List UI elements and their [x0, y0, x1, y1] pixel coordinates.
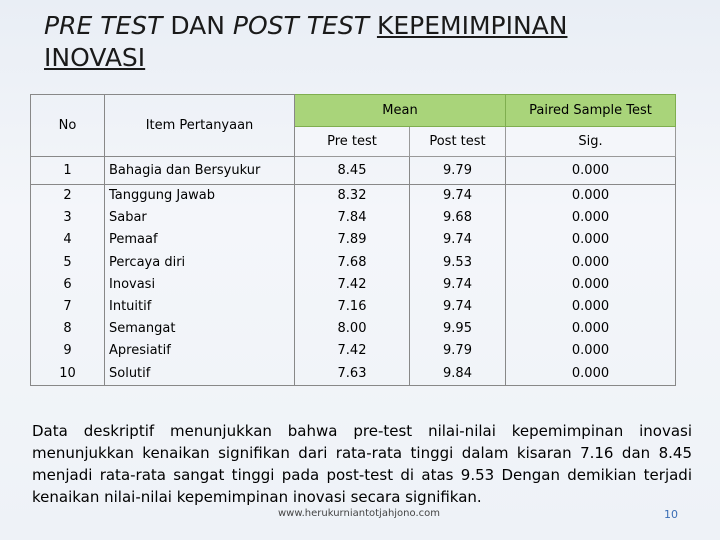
col-no	[31, 185, 105, 386]
cell-item: Tanggung Jawab	[109, 188, 216, 203]
row-sig: 0.000	[506, 157, 676, 185]
cell-no: 10	[59, 365, 76, 381]
header-no: No	[31, 95, 105, 157]
cell-pre: 7.42	[337, 343, 367, 359]
cell-no: 5	[63, 254, 72, 270]
cell-sig: 0.000	[571, 321, 610, 337]
cell-sig: 0.000	[571, 254, 610, 270]
results-table	[30, 94, 676, 386]
col-sig	[506, 185, 676, 386]
cell-no: 8	[63, 321, 72, 337]
footer-url[interactable]: www.herukurniantotjahjono.com	[278, 508, 440, 519]
table-row-group	[31, 185, 676, 386]
col-item	[105, 185, 295, 386]
cell-post: 9.79	[443, 343, 472, 359]
title-space	[369, 11, 377, 40]
cell-item: Apresiatif	[109, 343, 171, 359]
cell-item: Inovasi	[109, 276, 156, 292]
cell-item: Sabar	[109, 210, 147, 226]
cell-item: Solutif	[109, 365, 151, 381]
cell-post: 9.74	[443, 298, 472, 314]
cell-post: 9.68	[443, 210, 472, 226]
cell-no: 9	[63, 343, 72, 359]
cell-sig: 0.000	[571, 276, 610, 292]
cell-sig: 0.000	[571, 232, 610, 248]
cell-sig: 0.000	[571, 298, 610, 314]
description-paragraph: Data deskriptif menunjukkan bahwa pre-test nilai-nilai kepemimpinan inovasi menunjukkan kenaikan signifikan dari rata-rata tinggi dalam kisaran 7.16 dan 8.45 menjadi rata-rata sangat tinggi pada post-test di atas 9.53 Dengan demikian terjadi kenaikan nilai-nilai kepemimpinan inovasi secara signifikan.	[32, 422, 692, 506]
title-pre-test: PRE TEST	[44, 11, 163, 40]
col-pre	[295, 185, 410, 386]
title-post-test: POST TEST	[232, 11, 369, 40]
row-pre: 8.45	[295, 157, 410, 185]
cell-no: 4	[63, 232, 72, 248]
cell-pre: 7.16	[337, 298, 367, 314]
header-item: Item Pertanyaan	[105, 95, 295, 157]
cell-post: 9.84	[443, 365, 472, 381]
cell-no: 2	[63, 188, 72, 203]
cell-pre: 8.32	[337, 188, 367, 203]
header-sig: Sig.	[506, 127, 676, 157]
col-post	[410, 185, 506, 386]
header-paired-sample-test: Paired Sample Test	[506, 95, 676, 127]
cell-post: 9.74	[443, 188, 472, 203]
cell-pre: 7.42	[337, 276, 367, 292]
cell-pre: 8.00	[337, 321, 367, 337]
cell-sig: 0.000	[571, 188, 610, 203]
cell-no: 3	[63, 210, 72, 226]
table-row	[31, 157, 676, 185]
cell-item: Pemaaf	[109, 232, 158, 248]
cell-post: 9.74	[443, 276, 472, 292]
cell-post: 9.74	[443, 232, 472, 248]
cell-sig: 0.000	[571, 210, 610, 226]
cell-item: Semangat	[109, 321, 176, 337]
cell-pre: 7.63	[337, 365, 367, 381]
cell-sig: 0.000	[571, 365, 610, 381]
cell-pre: 7.84	[337, 210, 367, 226]
cell-no: 6	[63, 276, 72, 292]
cell-no: 7	[63, 298, 72, 314]
cell-pre: 7.89	[337, 232, 367, 248]
cell-pre: 7.68	[337, 254, 367, 270]
header-pre-test: Pre test	[295, 127, 410, 157]
row-post: 9.79	[410, 157, 506, 185]
cell-item: Percaya diri	[109, 254, 186, 270]
cell-sig: 0.000	[571, 343, 610, 359]
title-kepemimpinan-inovasi: KEPEMIMPINAN INOVASI	[44, 11, 568, 72]
header-post-test: Post test	[410, 127, 506, 157]
slide-title	[44, 10, 644, 74]
page-number: 10	[664, 508, 678, 521]
row-no: 1	[31, 157, 105, 185]
cell-post: 9.95	[443, 321, 472, 337]
cell-post: 9.53	[443, 254, 472, 270]
title-dan: DAN	[162, 11, 233, 40]
row-item: Bahagia dan Bersyukur	[105, 157, 295, 185]
header-mean: Mean	[295, 95, 506, 127]
cell-item: Intuitif	[109, 298, 152, 314]
